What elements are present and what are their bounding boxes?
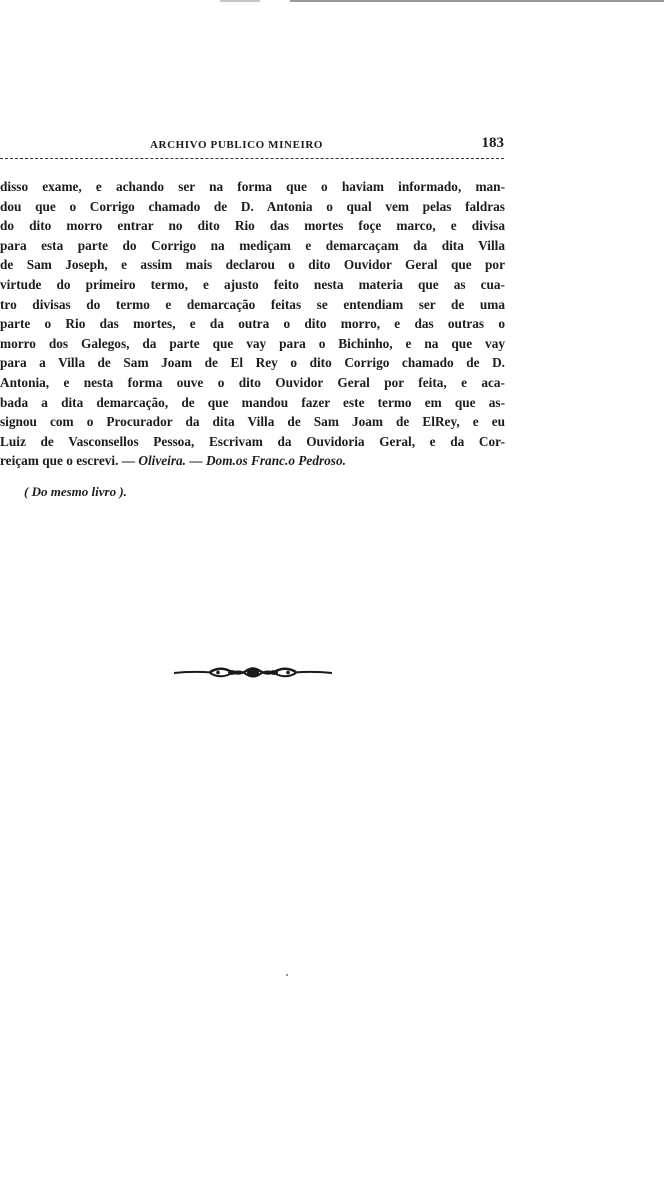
text-line: para esta parte do Corrigo na mediçam e demarcaçam da dita Villa [0,237,505,253]
text-line: para a Villa de Sam Joam de El Rey o dito Corrigo chamado de D. [0,355,505,371]
text-line: signou com o Procurador da dita Villa de Sam Joam de ElRey, e eu [0,414,505,430]
fleuron-ornament-icon [172,663,334,681]
running-head [0,133,504,155]
text-line: de Sam Joseph, e assim mais declarou o dito Ouvidor Geral que por [0,257,505,273]
closing-line [0,451,505,471]
running-title: ARCHIVO PUBLICO MINEIRO [150,139,324,151]
text-line: disso exame, e achando ser na forma que o haviam informado, man- [0,179,505,194]
scan-edge-rule [290,0,664,2]
source-note: ( Do mesmo livro ). [24,484,127,499]
text-line: do dito morro entrar no dito Rio das mortes foçe marco, e divisa [0,218,505,234]
text-line: Antonia, e nesta forma ouve o dito Ouvidor Geral por feita, e aca- [0,374,505,390]
text-line: bada a dita demarcação, de que mandou fazer este termo em que as- [0,394,505,410]
text-line: Luiz de Vasconsellos Pessoa, Escrivam da Ouvidoria Geral, e da Cor- [0,433,505,449]
scan-speck [286,974,288,976]
text-line: dou que o Corrigo chamado de D. Antonia o qual vem pelas faldras [0,198,505,214]
text-line: virtude do primeiro termo, e ajusto feito nesta materia que as cua- [0,276,505,292]
signature: Oliveira. — Dom.os Franc.o Pedroso. [138,453,346,469]
page-number: 183 [481,135,504,151]
text-line: tro divisas do termo e demarcação feitas se entendiam ser de uma [0,296,505,312]
text-line: parte o Rio das mortes, e da outra o dito morro, e das outras o [0,316,505,332]
body-paragraph [0,177,505,471]
text-line: morro dos Galegos, da parte que vay para o Bichinho, e na que vay [0,335,505,351]
closing-text: reiçam que o escrevi. — [0,453,139,469]
header-rule [0,158,504,159]
scan-edge-mark [220,0,260,2]
